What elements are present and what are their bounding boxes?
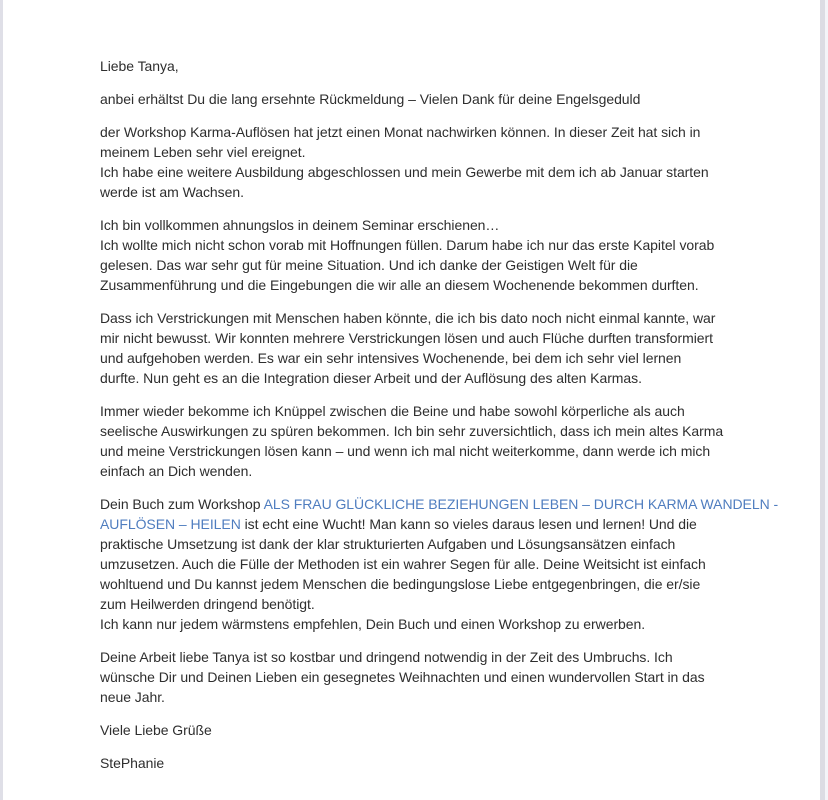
- paragraph-book-review: [100, 494, 790, 634]
- text-segment: der Workshop Karma-Auflösen hat jetzt einen Monat nachwirken können. In dieser Zeit hat sich in: [100, 124, 701, 140]
- text-segment: Deine Arbeit liebe Tanya ist so kostbar und dringend notwendig in der Zeit des Umbruchs. Ich: [100, 649, 673, 665]
- text-line: [100, 574, 790, 594]
- text-segment: neue Jahr.: [100, 689, 165, 705]
- page-edge-left: [0, 0, 3, 800]
- text-line: [100, 594, 790, 614]
- text-line: [100, 441, 790, 461]
- text-segment: Ich habe eine weitere Ausbildung abgeschlossen und mein Gewerbe mit dem ich ab Januar starten: [100, 164, 709, 180]
- text-segment: ist echt eine Wucht! Man kann so vieles daraus lesen und lernen! Und die: [240, 516, 697, 532]
- text-segment: durfte. Nun geht es an die Integration dieser Arbeit und der Auflösung des alten Karmas.: [100, 370, 642, 386]
- text-segment: mir nicht bewusst. Wir konnten mehrere Verstrickungen lösen und auch Flüche durften transformiert: [100, 330, 713, 346]
- text-line: [100, 667, 790, 687]
- paragraph-workshop-update: [100, 122, 790, 202]
- text-segment: Ich bin vollkommen ahnungslos in deinem Seminar erschienen…: [100, 217, 500, 233]
- text-line: [100, 56, 790, 76]
- letter-body: [100, 56, 790, 773]
- text-segment: werde ist am Wachsen.: [100, 184, 244, 200]
- text-segment: wohltuend und Du kannst jedem Menschen die bedingungslose Liebe entgegenbringen, die er/sie: [100, 576, 701, 592]
- text-line: [100, 182, 790, 202]
- text-line: [100, 687, 790, 707]
- text-segment: seelische Auswirkungen zu spüren bekommen. Ich bin sehr zuversichtlich, dass ich mein altes Karma: [100, 423, 724, 439]
- text-segment: anbei erhältst Du die lang ersehnte Rückmeldung – Vielen Dank für deine Engelsgeduld: [100, 91, 641, 107]
- text-line: [100, 122, 790, 142]
- text-segment: Ich wollte mich nicht schon vorab mit Hoffnungen füllen. Darum habe ich nur das erste Kapitel vorab: [100, 237, 715, 253]
- text-line: [100, 534, 790, 554]
- text-segment: StePhanie: [100, 755, 165, 771]
- text-line: [100, 215, 790, 235]
- text-line: [100, 720, 790, 740]
- text-segment: Immer wieder bekomme ich Knüppel zwischen die Beine und habe sowohl körperliche als auch: [100, 403, 685, 419]
- text-line: [100, 255, 790, 275]
- text-segment: Liebe Tanya,: [100, 58, 179, 74]
- text-line: [100, 275, 790, 295]
- text-segment: umzusetzen. Auch die Fülle der Methoden ist ein wahrer Segen für alle. Deine Weitsicht ist einfach: [100, 556, 706, 572]
- paragraph-challenges: [100, 401, 790, 481]
- paragraph-entanglements: [100, 308, 790, 388]
- paragraph-closing-wishes: [100, 647, 790, 707]
- text-segment: und meine Verstrickungen lösen kann – und wenn ich mal nicht weiterkomme, dann werde ich mich: [100, 443, 711, 459]
- text-segment: Ich kann nur jedem wärmstens empfehlen, Dein Buch und einen Workshop zu erwerben.: [100, 616, 646, 632]
- text-segment: zum Heilwerden dringend benötigt.: [100, 596, 315, 612]
- text-segment: Zusammenführung und die Eingebungen die wir alle an diesem Wochenende bekommen durften.: [100, 277, 699, 293]
- text-line: [100, 89, 790, 109]
- letter-document: [100, 0, 790, 786]
- text-line: [100, 368, 790, 388]
- text-segment: Dein Buch zum Workshop: [100, 496, 264, 512]
- text-line: [100, 647, 790, 667]
- paragraph-thanks-line: [100, 89, 790, 109]
- text-segment: praktische Umsetzung ist dank der klar strukturierten Aufgaben und Lösungsansätzen einfach: [100, 536, 676, 552]
- text-segment: gelesen. Das war sehr gut für meine Situation. Und ich danke der Geistigen Welt für die: [100, 257, 638, 273]
- text-line: [100, 753, 790, 773]
- paragraph-signature: [100, 753, 790, 773]
- text-line: [100, 162, 790, 182]
- text-line: [100, 514, 790, 534]
- text-segment: einfach an Dich wenden.: [100, 463, 253, 479]
- text-line: [100, 142, 790, 162]
- text-line: [100, 401, 790, 421]
- text-line: [100, 614, 790, 634]
- text-line: [100, 328, 790, 348]
- text-line: [100, 421, 790, 441]
- text-line: [100, 494, 790, 514]
- book-title-text: AUFLÖSEN – HEILEN: [100, 516, 241, 532]
- text-line: [100, 461, 790, 481]
- paragraph-regards: [100, 720, 790, 740]
- text-line: [100, 235, 790, 255]
- text-segment: Viele Liebe Grüße: [100, 722, 212, 738]
- text-segment: und aufgehoben werden. Es war ein sehr intensives Wochenende, bei dem ich sehr viel lernen: [100, 350, 682, 366]
- text-line: [100, 348, 790, 368]
- text-line: [100, 554, 790, 574]
- paragraph-salutation: [100, 56, 790, 76]
- text-segment: wünsche Dir und Deinen Lieben ein gesegnetes Weihnachten und einen wundervollen Start in das: [100, 669, 705, 685]
- text-segment: Dass ich Verstrickungen mit Menschen haben könnte, die ich bis dato noch nicht einmal kannte, war: [100, 310, 716, 326]
- text-segment: meinem Leben sehr viel ereignet.: [100, 144, 306, 160]
- book-title-text: ALS FRAU GLÜCKLICHE BEZIEHUNGEN LEBEN – DURCH KARMA WANDELN -: [263, 496, 779, 512]
- text-line: [100, 308, 790, 328]
- paragraph-seminar-experience: [100, 215, 790, 295]
